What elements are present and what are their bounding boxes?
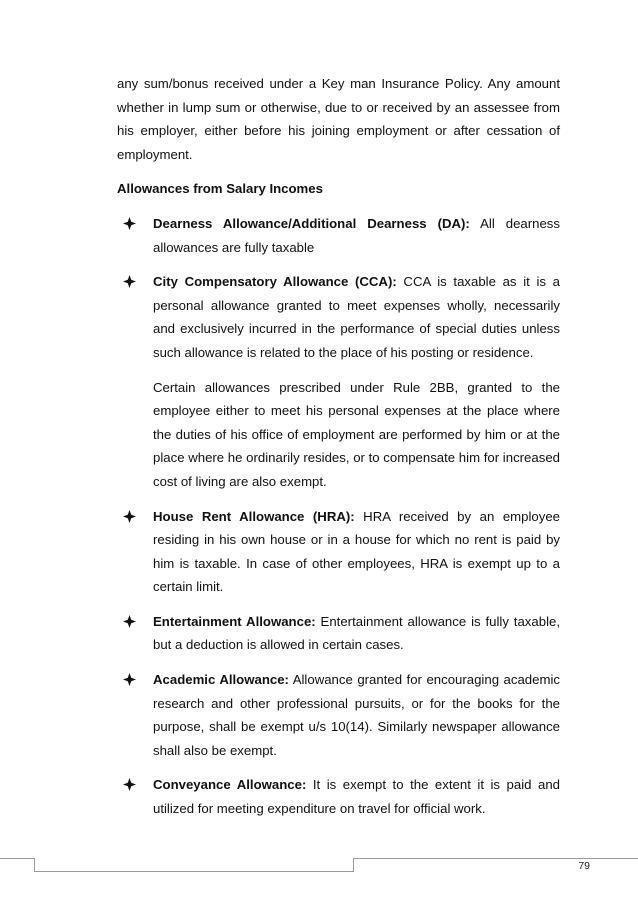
bullet-label: Conveyance Allowance: [153,777,307,793]
bullet-text: All dearness allowances are fully taxable [153,215,560,255]
diamond-bullet-icon [123,773,137,796]
bullet-label: Academic Allowance: [153,672,289,688]
bullet-academic-allowance [117,668,560,762]
diamond-bullet-icon [123,212,137,235]
page-content [117,72,560,821]
diamond-bullet-icon [123,668,137,691]
bullet-conveyance-allowance [117,773,560,820]
bullet-text: HRA received by an employee residing in his own house or in a house for which no rent is paid by him is taxable. In case of other employees, HRA is exempt up to a certain limit. [153,508,561,595]
bullet-text: CCA is taxable as it is a personal allowance granted to meet expenses wholly, necessarily and exclusively incurred in the performance of special duties unless such allowance is related to the place of his posting or residence. [153,274,560,360]
bullet-text: It is exempt to the extent it is paid and utilized for meeting expenditure on travel for official work. [153,777,561,817]
bullet-label: Dearness Allowance/Additional Dearness (DA): [153,215,470,231]
bullet-text: Allowance granted for encouraging academic research and other professional pursuits, or for the books for the purpose, shall be exempt u/s 10(14). Similarly newspaper allowance shall also be exempt. [153,672,560,758]
diamond-bullet-icon [123,505,137,528]
cca-followup-paragraph: Certain allowances prescribed under Rule 2BB, granted to the employee either to meet his personal expenses at the place where the duties of his office of employment are performed by him or at the place where he ordinarily resides, or to compensate him for increased cost of living are also exempt. [153,379,560,489]
section-heading: Allowances from Salary Incomes [117,181,323,197]
bullet-entertainment-allowance [117,610,560,657]
intro-paragraph: any sum/bonus received under a Key man Insurance Policy. Any amount whether in lump sum or otherwise, due to or received by an assessee from his employer, either before his joining employment or after cessation of employment. [117,76,560,162]
bullet-house-rent-allowance [117,505,560,599]
bullet-label: Entertainment Allowance: [153,613,316,629]
bullet-label: City Compensatory Allowance (CCA): [153,274,397,290]
page-number: 79 [578,860,590,872]
footer-box [34,858,354,872]
diamond-bullet-icon [123,610,137,633]
bullet-dearness-allowance [117,212,560,259]
diamond-bullet-icon [123,270,137,293]
bullet-city-compensatory-allowance [117,270,560,364]
bullet-text: Entertainment allowance is fully taxable, but a deduction is allowed in certain cases. [153,613,560,653]
bullet-label: House Rent Allowance (HRA): [153,508,355,524]
